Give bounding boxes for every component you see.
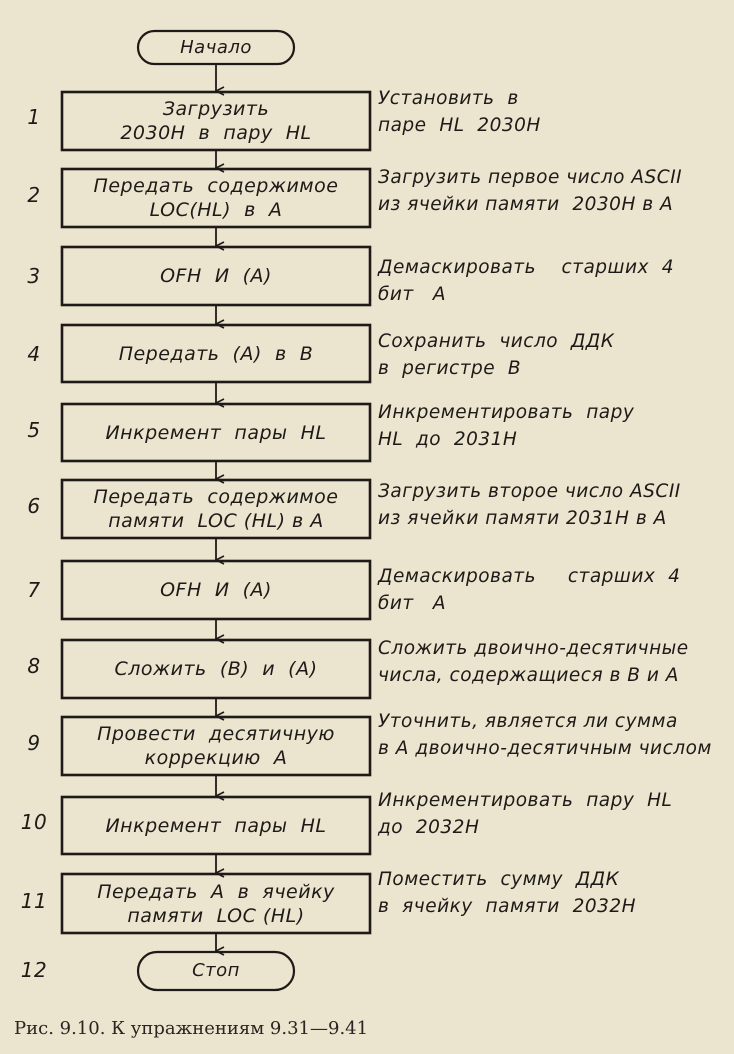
stop-label: Стоп	[192, 960, 240, 981]
box-2-line-2: LOC(HL) в A	[149, 199, 283, 221]
note-3-line-1: Демаскировать старших 4	[378, 257, 674, 278]
step-number-2: 2	[27, 183, 41, 207]
note-1-line-2: паре HL 2030H	[378, 115, 541, 136]
step-number-11: 11	[20, 889, 48, 913]
note-10-line-1: Инкрементировать пару HL	[378, 790, 673, 811]
step-number-8: 8	[27, 654, 41, 678]
box-5-line-1: Инкремент пары HL	[105, 421, 327, 444]
box-9-line-2: коррекцию A	[144, 747, 288, 769]
step-number-1: 1	[27, 105, 41, 129]
box-11-line-1: Передать A в ячейку	[97, 880, 335, 903]
step-number-5: 5	[27, 418, 41, 442]
step-number-3: 3	[27, 264, 41, 288]
note-7-line-2: бит A	[378, 593, 447, 614]
box-8-line-1: Сложить (B) и (A)	[114, 658, 318, 680]
box-7-line-1: OFH И (A)	[160, 579, 272, 601]
note-6-line-1: Загрузить второе число ASCII	[378, 481, 681, 502]
box-1-line-1: Загрузить	[162, 98, 270, 120]
step-number-10: 10	[20, 810, 48, 834]
note-5-line-2: HL до 2031H	[378, 429, 518, 450]
note-3-line-2: бит A	[378, 284, 447, 305]
note-1-line-1: Установить в	[378, 88, 519, 109]
box-1-line-2: 2030H в пару HL	[120, 122, 312, 144]
note-2-line-2: из ячейки памяти 2030H в A	[378, 194, 674, 215]
note-4-line-1: Сохранить число ДДК	[378, 331, 615, 352]
step-number-7: 7	[27, 578, 41, 602]
note-7-line-1: Демаскировать старших 4	[378, 566, 681, 587]
step-number-12: 12	[20, 958, 48, 982]
note-11-line-1: Поместить сумму ДДК	[378, 869, 620, 890]
note-9-line-1: Уточнить, является ли сумма	[378, 711, 678, 732]
box-4-line-1: Передать (A) в B	[118, 342, 314, 365]
note-10-line-2: до 2032H	[378, 817, 480, 838]
note-9-line-2: в A двоично-десятичным числом	[378, 738, 712, 759]
note-11-line-2: в ячейку памяти 2032H	[378, 896, 637, 917]
figure-caption: Рис. 9.10. К упражнениям 9.31—9.41	[14, 1018, 369, 1039]
box-3-line-1: OFH И (A)	[160, 265, 272, 287]
box-6-line-2: памяти LOC (HL) в A	[108, 510, 324, 532]
note-6-line-2: из ячейки памяти 2031H в A	[378, 508, 667, 529]
note-4-line-2: в регистре B	[378, 358, 522, 379]
box-2-line-1: Передать содержимое	[93, 175, 339, 197]
box-10-line-1: Инкремент пары HL	[105, 814, 327, 837]
note-5-line-1: Инкрементировать пару	[378, 402, 635, 423]
note-8-line-2: числа, содержащиеся в B и A	[378, 665, 679, 686]
step-number-4: 4	[27, 342, 41, 366]
box-11-line-2: памяти LOC (HL)	[127, 904, 305, 927]
box-6-line-1: Передать содержимое	[93, 486, 339, 508]
box-9-line-1: Провести десятичную	[97, 723, 335, 745]
note-8-line-1: Сложить двоично-десятичные	[378, 638, 689, 659]
note-2-line-1: Загрузить первое число ASCII	[378, 167, 683, 188]
step-number-6: 6	[27, 494, 41, 518]
start-label: Начало	[180, 37, 252, 58]
step-number-9: 9	[27, 731, 41, 755]
